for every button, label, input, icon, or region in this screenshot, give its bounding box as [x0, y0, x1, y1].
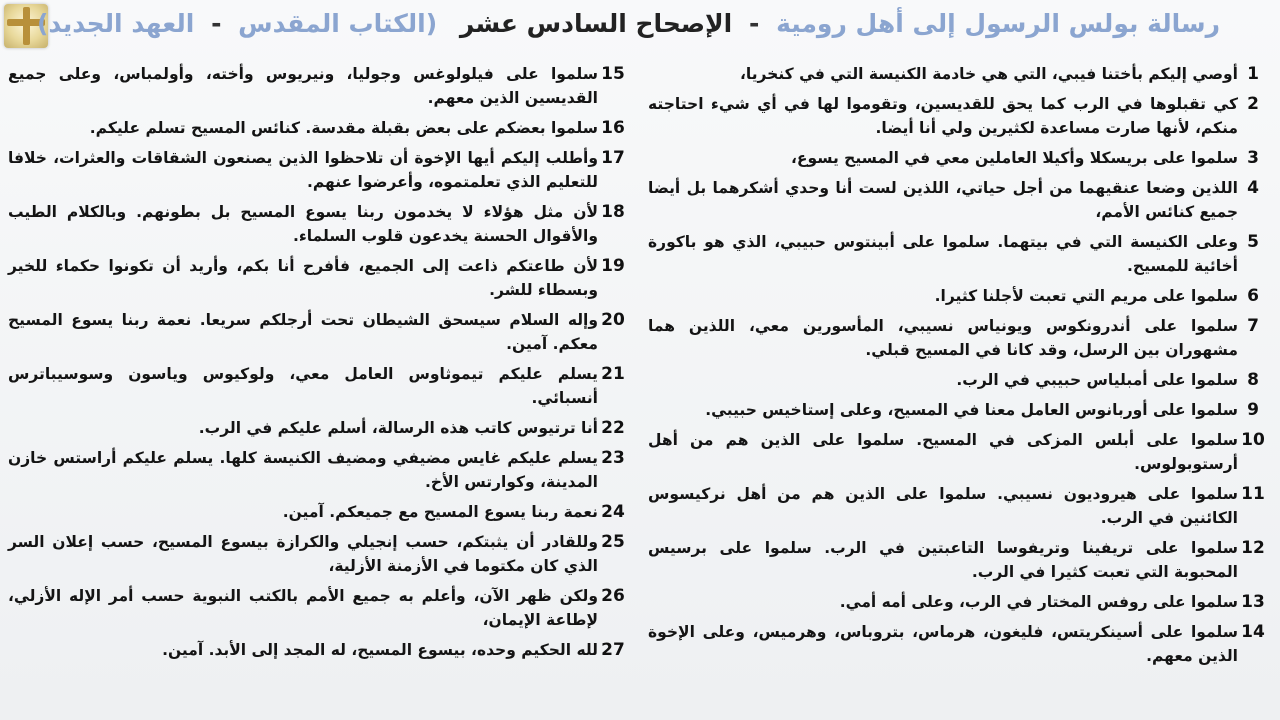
verse-row — [648, 314, 1268, 362]
verse-text: سلموا على أسينكريتس، فليغون، هرماس، بتروباس، وهرميس، وعلى الإخوة الذين معهم. — [648, 623, 1238, 665]
verse-number: 20 — [601, 310, 625, 330]
verse-row — [8, 500, 628, 524]
verse-row — [8, 362, 628, 410]
verse-row — [648, 368, 1268, 392]
verse-text: يسلم عليكم تيموثاوس العامل معي، ولوكيوس وياسون وسوسيباترس أنسبائي. — [8, 365, 598, 407]
verse-text: سلموا على مريم التي تعبت لأجلنا كثيرا. — [934, 287, 1238, 305]
verse-number: 10 — [1241, 430, 1265, 450]
verse-row — [8, 62, 628, 110]
verse-number: 3 — [1247, 148, 1259, 168]
verse-text: سلموا على روفس المختار في الرب، وعلى أمه أمي. — [839, 593, 1238, 611]
verse-number: 12 — [1241, 538, 1265, 558]
verse-text: لأن مثل هؤلاء لا يخدمون ربنا يسوع المسيح بل بطونهم. وبالكلام الطيب والأقوال الحسنة يخدعون قلوب السلماء. — [8, 203, 598, 245]
verse-number: 2 — [1247, 94, 1259, 114]
verse-number: 23 — [601, 448, 625, 468]
verse-number: 5 — [1247, 232, 1259, 252]
verse-text: سلموا على أمبلياس حبيبي في الرب. — [956, 371, 1238, 389]
verse-number: 19 — [601, 256, 625, 276]
verse-number: 14 — [1241, 622, 1265, 642]
verse-row — [648, 62, 1268, 86]
verse-number: 13 — [1241, 592, 1265, 612]
verse-text: سلموا على أوربانوس العامل معنا في المسيح، وعلى إستاخيس حبيبي. — [705, 401, 1238, 419]
verse-number: 24 — [601, 502, 625, 522]
chapter-title: الإصحاح السادس عشر — [459, 9, 733, 38]
verse-number: 15 — [601, 64, 625, 84]
verse-text: سلموا على تريفينا وتريفوسا التاعبتين في الرب. سلموا على برسيس المحبوبة التي تعبت كثيرا في الرب. — [648, 539, 1238, 581]
verse-row — [648, 146, 1268, 170]
verse-text: أوصي إليكم بأختنا فيبي، التي هي خادمة الكنيسة التي في كنخريا، — [740, 65, 1238, 83]
verse-number: 27 — [601, 640, 625, 660]
verse-row — [8, 116, 628, 140]
verse-row — [648, 620, 1268, 668]
verse-row — [648, 590, 1268, 614]
verse-text: نعمة ربنا يسوع المسيح مع جميعكم. آمين. — [282, 503, 598, 521]
verse-number: 22 — [601, 418, 625, 438]
verse-row — [8, 308, 628, 356]
verse-number: 8 — [1247, 370, 1259, 390]
verse-row — [8, 200, 628, 248]
verse-row — [8, 416, 628, 440]
title-separator-2: - — [211, 9, 222, 38]
book-title: رسالة بولس الرسول إلى أهل رومية — [776, 9, 1220, 38]
verse-text: سلموا بعضكم على بعض بقبلة مقدسة. كنائس المسيح تسلم عليكم. — [89, 119, 598, 137]
cross-vertical-bar — [23, 7, 30, 45]
verse-number: 21 — [601, 364, 625, 384]
verse-text: سلموا على هيروديون نسيبي. سلموا على الذين هم من أهل نركيسوس الكائنين في الرب. — [648, 485, 1238, 527]
verse-row — [648, 92, 1268, 140]
verse-row — [648, 176, 1268, 224]
verse-text: سلموا على أندرونكوس ويونياس نسيبي، المأسورين معي، اللذين هما مشهوران بين الرسل، وقد كانا في المسيح قبلي. — [648, 317, 1238, 359]
verse-row — [8, 446, 628, 494]
verse-text: أنا ترتيوس كاتب هذه الرسالة، أسلم عليكم في الرب. — [198, 419, 598, 437]
page-title — [36, 4, 1220, 44]
verse-number: 17 — [601, 148, 625, 168]
bible-label: (الكتاب المقدس — [238, 9, 438, 38]
verse-number: 6 — [1247, 286, 1259, 306]
verse-text: ولكن ظهر الآن، وأعلم به جميع الأمم بالكتب النبوية حسب أمر الإله الأزلي، لإطاعة الإيمان، — [8, 587, 598, 629]
title-separator: - — [748, 9, 760, 38]
verse-row — [8, 530, 628, 578]
verse-number: 7 — [1247, 316, 1259, 336]
verse-row — [648, 398, 1268, 422]
verse-number: 18 — [601, 202, 625, 222]
verse-row — [648, 536, 1268, 584]
verse-text: سلموا على بريسكلا وأكيلا العاملين معي في المسيح يسوع، — [791, 149, 1238, 167]
verse-number: 25 — [601, 532, 625, 552]
verse-row — [8, 146, 628, 194]
verse-number: 4 — [1247, 178, 1259, 198]
verse-text: يسلم عليكم غايس مضيفي ومضيف الكنيسة كلها. يسلم عليكم أراستس خازن المدينة، وكوارتس الأخ. — [8, 449, 598, 491]
verse-number: 26 — [601, 586, 625, 606]
verse-text: سلموا على أبلس المزكى في المسيح. سلموا على الذين هم من أهل أرستوبولوس. — [648, 431, 1238, 473]
verse-text: وعلى الكنيسة التي في بيتهما. سلموا على أبينتوس حبيبي، الذي هو باكورة أخائية للمسيح. — [648, 233, 1238, 275]
verse-text: كي تقبلوها في الرب كما يحق للقديسين، وتقوموا لها في أي شيء احتاجته منكم، لأنها صارت مساعدة لكثيرين ولي أنا أيضا. — [648, 95, 1238, 137]
verse-number: 16 — [601, 118, 625, 138]
testament-label: العهد الجديد) — [36, 9, 195, 38]
verse-row — [648, 230, 1268, 278]
verse-text: وأطلب إليكم أيها الإخوة أن تلاحظوا الذين يصنعون الشقاقات والعثرات، خلافا للتعليم الذي تعلمتموه، وأعرضوا عنهم. — [8, 149, 598, 191]
verse-number: 9 — [1247, 400, 1259, 420]
verse-row — [8, 254, 628, 302]
verse-text: وإله السلام سيسحق الشيطان تحت أرجلكم سريعا. نعمة ربنا يسوع المسيح معكم. آمين. — [8, 311, 598, 353]
verse-row — [648, 284, 1268, 308]
verse-row — [8, 638, 628, 662]
verse-text: اللذين وضعا عنقيهما من أجل حياتي، اللذين لست أنا وحدي أشكرهما بل أيضا جميع كنائس الأمم، — [648, 179, 1238, 221]
verses-column-left — [8, 62, 628, 668]
verse-text: لله الحكيم وحده، بيسوع المسيح، له المجد إلى الأبد. آمين. — [162, 641, 598, 659]
verse-row — [648, 482, 1268, 530]
verse-number: 1 — [1247, 64, 1259, 84]
verse-row — [648, 428, 1268, 476]
verse-text: وللقادر أن يثبتكم، حسب إنجيلي والكرازة بيسوع المسيح، حسب إعلان السر الذي كان مكتوما في الأزمنة الأزلية، — [8, 533, 598, 575]
verse-number: 11 — [1241, 484, 1265, 504]
verse-text: سلموا على فيلولوغس وجوليا، ونيريوس وأخته، وأولمباس، وعلى جميع القديسين الذين معهم. — [8, 65, 598, 107]
verse-text: لأن طاعتكم ذاعت إلى الجميع، فأفرح أنا بكم، وأريد أن تكونوا حكماء للخير وبسطاء للشر. — [8, 257, 598, 299]
verses-column-right — [648, 62, 1268, 674]
verse-row — [8, 584, 628, 632]
